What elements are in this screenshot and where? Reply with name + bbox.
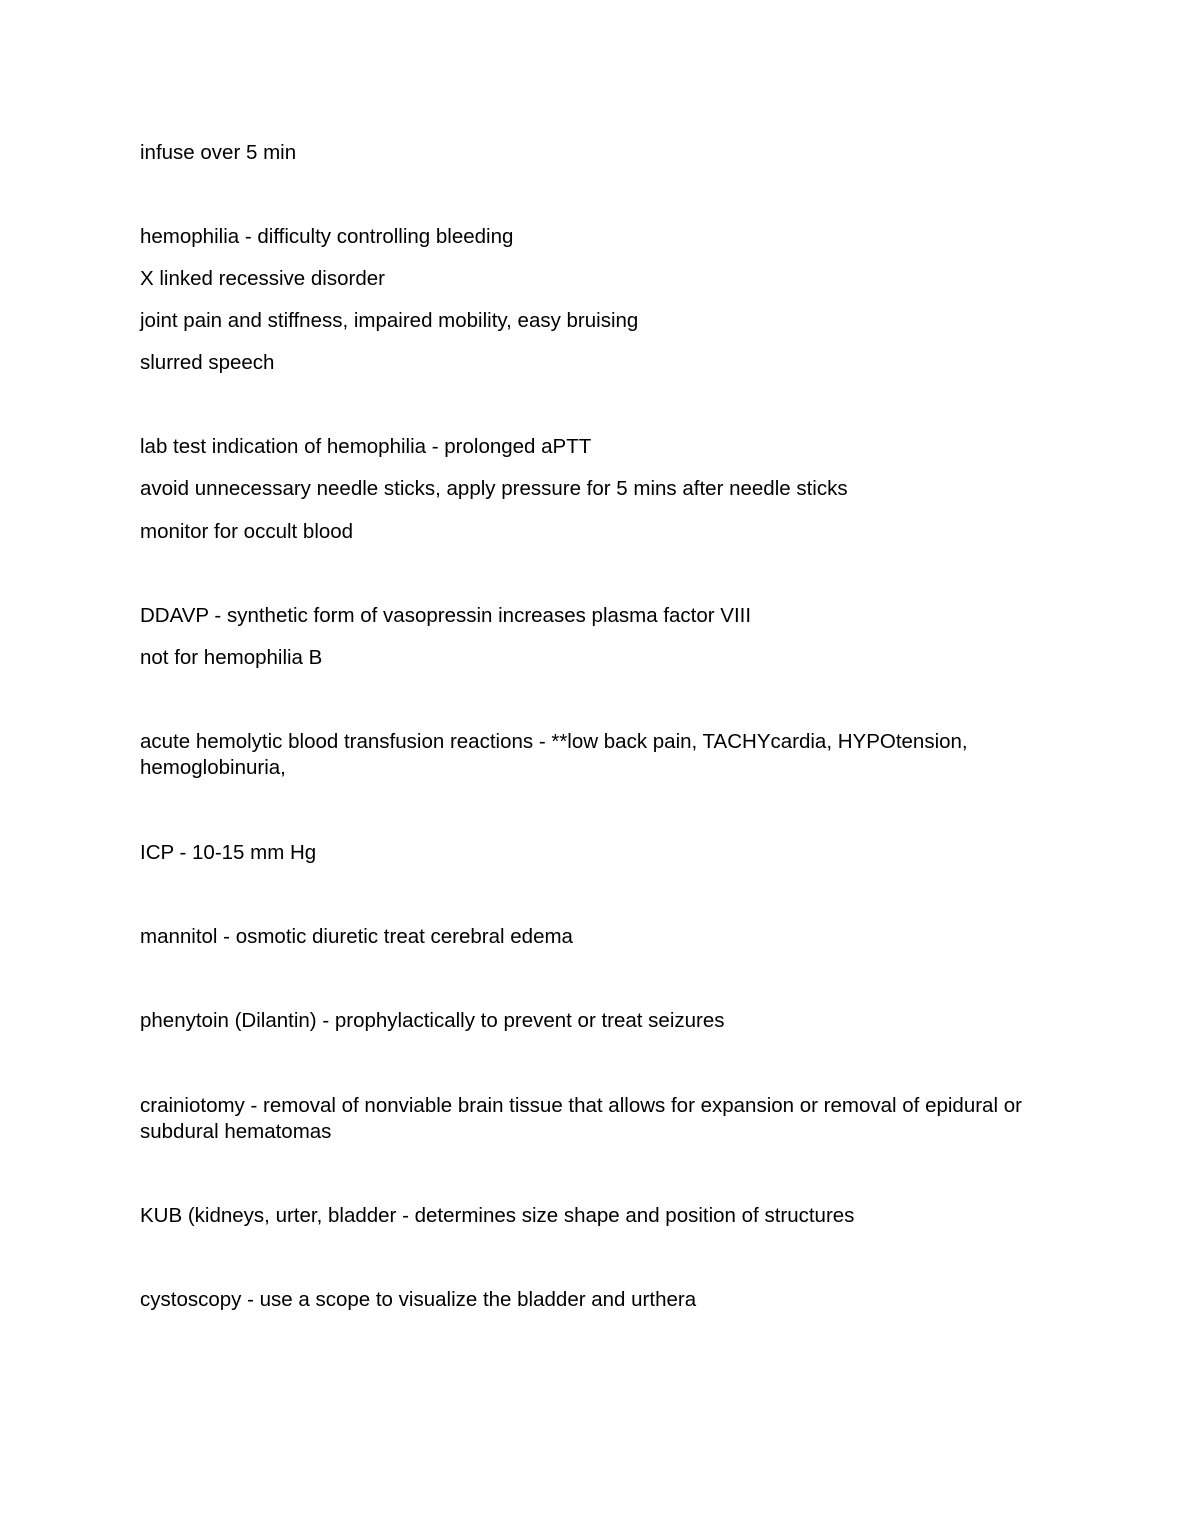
note-line: infuse over 5 min — [140, 141, 297, 164]
note-line: not for hemophilia B — [140, 646, 323, 669]
note-line: joint pain and stiffness, impaired mobility, easy bruising — [140, 309, 639, 332]
note-line: monitor for occult blood — [140, 520, 354, 543]
note-line: acute hemolytic blood transfusion reactions - **low back pain, TACHYcardia, HYPOtension, hemoglobinuria, — [140, 730, 968, 779]
note-line: slurred speech — [140, 351, 275, 374]
note-line: DDAVP - synthetic form of vasopressin increases plasma factor VIII — [140, 604, 752, 627]
note-line: KUB (kidneys, urter, bladder - determines size shape and position of structures — [140, 1204, 855, 1227]
note-line: avoid unnecessary needle sticks, apply pressure for 5 mins after needle sticks — [140, 477, 848, 500]
note-line: lab test indication of hemophilia - prolonged aPTT — [140, 435, 592, 458]
note-line: mannitol - osmotic diuretic treat cerebral edema — [140, 925, 573, 948]
note-line: crainiotomy - removal of nonviable brain tissue that allows for expansion or removal of epidural or subdural hematomas — [140, 1094, 1022, 1143]
note-line: cystoscopy - use a scope to visualize the bladder and urthera — [140, 1288, 697, 1311]
note-line: hemophilia - difficulty controlling bleeding — [140, 225, 514, 248]
note-line: phenytoin (Dilantin) - prophylactically to prevent or treat seizures — [140, 1009, 725, 1032]
note-line: X linked recessive disorder — [140, 267, 385, 290]
note-line: ICP - 10-15 mm Hg — [140, 841, 317, 864]
